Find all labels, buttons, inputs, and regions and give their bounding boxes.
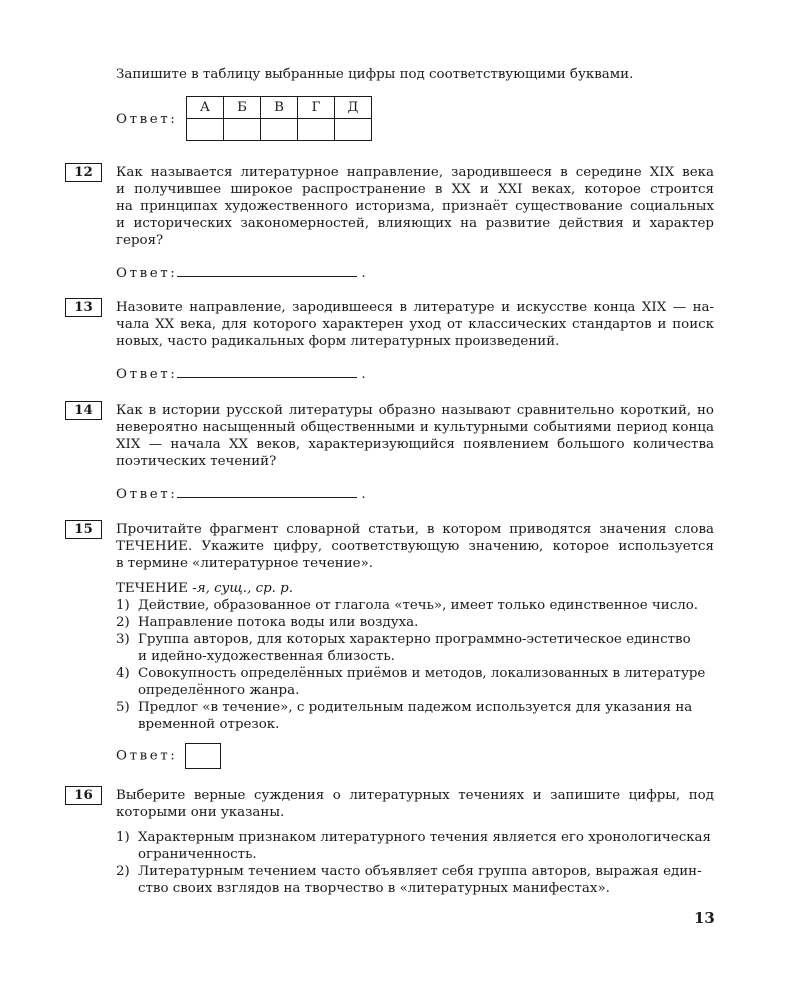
answer-cell[interactable] — [224, 119, 261, 141]
list-item: 1) Характерным признаком литературного течения является его хронологическая ограниченность. — [116, 830, 711, 862]
list-item: 4) Совокупность определённых приёмов и методов, локализованных в литературе определённого жанра. — [116, 666, 706, 698]
list-item: 2) Направление потока воды или воздуха. — [116, 615, 419, 630]
answer-box[interactable] — [185, 743, 221, 769]
dictionary-entry — [116, 580, 714, 733]
letter-cell: Г — [298, 97, 335, 119]
answer-letter-table — [186, 96, 372, 141]
page-number: 13 — [694, 909, 715, 927]
answer-cell[interactable] — [298, 119, 335, 141]
question-number-16: 16 — [65, 786, 102, 805]
question-16-options — [116, 829, 714, 897]
answer-line[interactable] — [177, 484, 357, 498]
answer-cell[interactable] — [261, 119, 298, 141]
question-number-12: 12 — [65, 163, 102, 182]
question-12-text: Как называется литературное направление, зародившееся в середине XIX века и получившее широкое распространение в XX и XXI веках, которое строится на принципах художественного историзма, признаёт существование социальных и исторических закономерностей, влияющих на развитие действия и характер героя? — [116, 165, 714, 248]
question-13-answer: Ответ: . — [116, 364, 366, 383]
question-13-text: Назовите направление, зародившееся в литературе и искусстве конца XIX — на- чала XX века, для которого характерен уход от классических стандартов и поиск новых, часто радикальных форм литературных произведений. — [116, 300, 714, 349]
letter-cell: Б — [224, 97, 261, 119]
answer-cell[interactable] — [335, 119, 372, 141]
letter-cell: А — [187, 97, 224, 119]
letter-cell: В — [261, 97, 298, 119]
list-item: 1) Действие, образованное от глагола «течь», имеет только единственное число. — [116, 598, 699, 613]
list-item: 5) Предлог «в течение», с родительным падежом используется для указания на временной отрезок. — [116, 700, 693, 732]
entry-heading: ТЕЧЕНИЕ -я, сущ., ср. р. — [116, 581, 293, 596]
question-16-text: Выберите верные суждения о литературных течениях и запишите цифры, под которыми они указаны. — [116, 788, 714, 820]
question-12-answer: Ответ: . — [116, 263, 366, 282]
intro-instruction — [116, 66, 714, 83]
question-15-answer: Ответ: — [116, 743, 221, 769]
list-item: 3) Группа авторов, для которых характерно программно-эстетическое единство и идейно-художественная близость. — [116, 632, 691, 664]
question-number-14: 14 — [65, 401, 102, 420]
question-number-13: 13 — [65, 298, 102, 317]
list-item: 2) Литературным течением часто объявляет себя группа авторов, выражая един- ство своих взглядов на творчество в «литературных манифестах». — [116, 864, 702, 896]
question-14-text: Как в истории русской литературы образно называют сравнительно короткий, но невероятно насыщенный общественными и культурными событиями период конца XIX — начала XX веков, характеризующийся появлением большого количества поэтических течений? — [116, 403, 714, 469]
answer-line[interactable] — [177, 364, 357, 378]
instruction-text: Запишите в таблицу выбранные цифры под соответствующими буквами. — [116, 67, 634, 82]
question-14-answer: Ответ: . — [116, 484, 366, 503]
question-15-text: Прочитайте фрагмент словарной статьи, в котором приводятся значения слова ТЕЧЕНИЕ. Укажите цифру, соответствующую значению, которое используется в термине «литературное течение». — [116, 522, 714, 571]
question-number-15: 15 — [65, 520, 102, 539]
answer-cell[interactable] — [187, 119, 224, 141]
letter-cell: Д — [335, 97, 372, 119]
intro-answer-label: Ответ: — [116, 112, 178, 127]
answer-line[interactable] — [177, 263, 357, 277]
